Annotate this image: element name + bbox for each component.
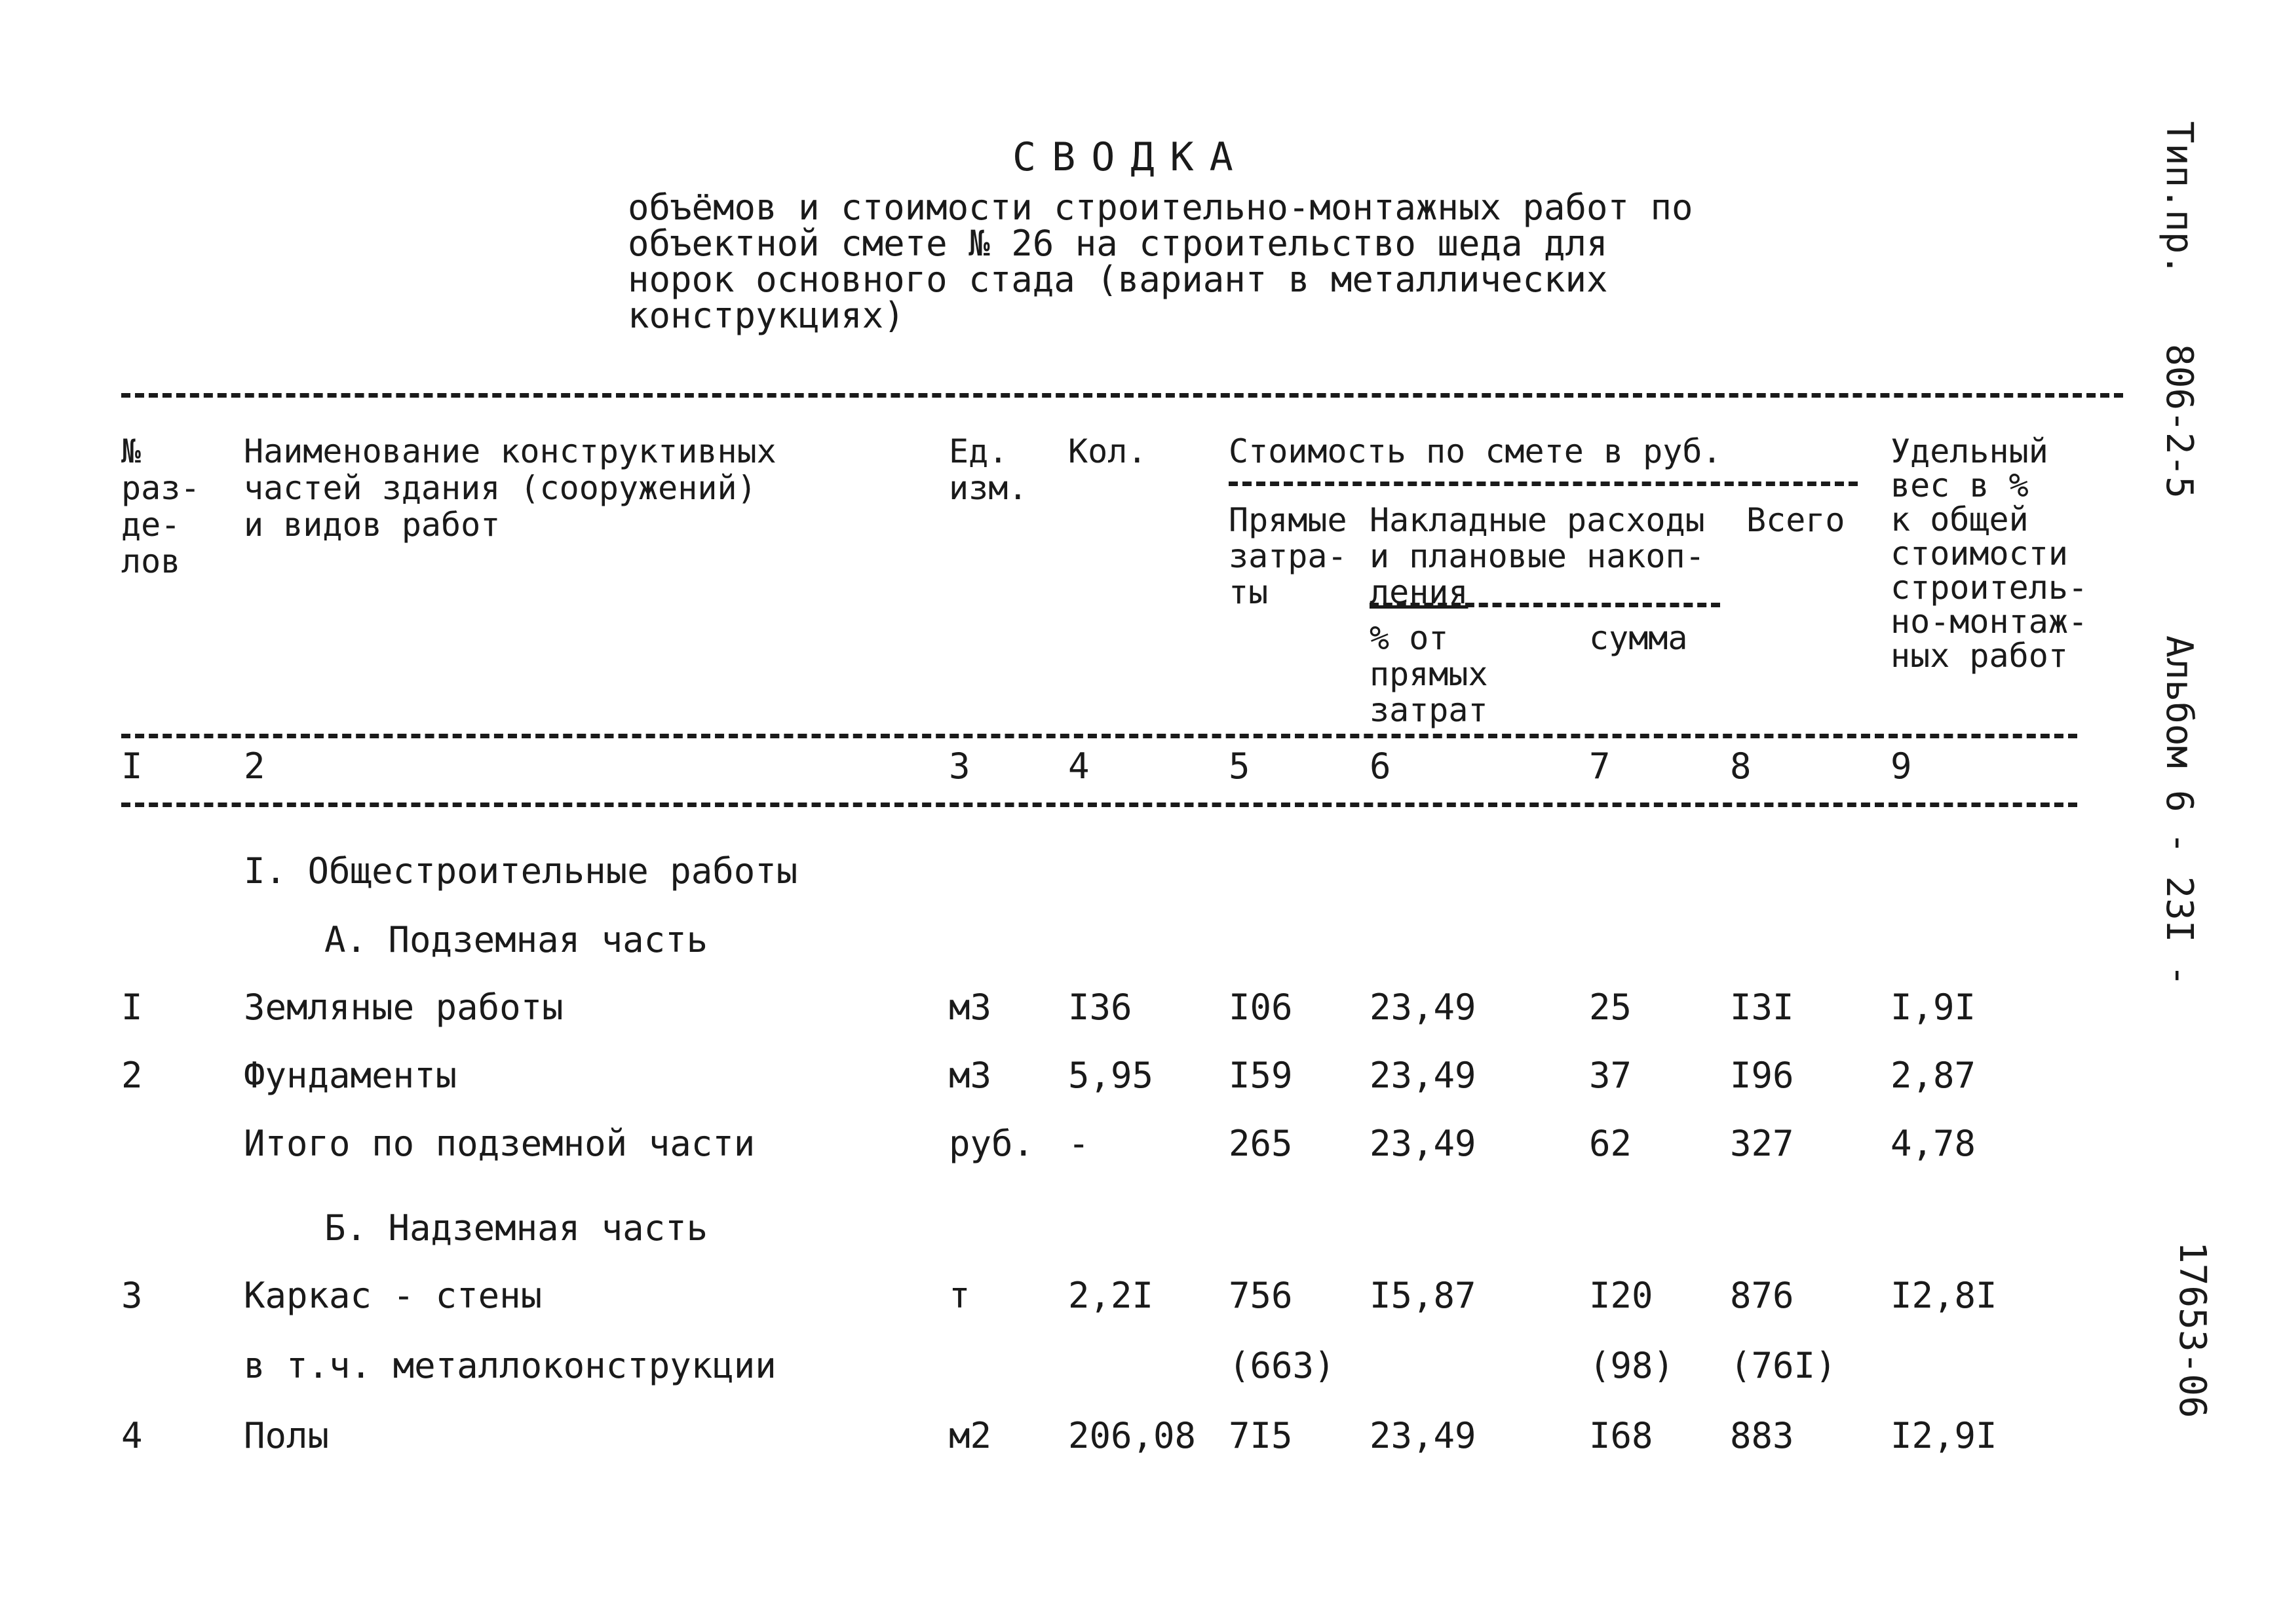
side-inventory-number: 17653-06 xyxy=(2171,1241,2214,1418)
col-number: 2 xyxy=(244,746,265,787)
header-section-no: де- xyxy=(121,506,181,544)
header-quantity: Кол. xyxy=(1068,432,1147,470)
row-pct: 23,49 xyxy=(1370,1123,1476,1164)
row-direct: 756 xyxy=(1229,1275,1293,1316)
document-title: СВОДКА xyxy=(1012,134,1249,180)
subtitle-line: норок основного стада (вариант в металлических xyxy=(628,259,1608,300)
header-percent: % от xyxy=(1370,619,1449,657)
row-name-sub: в т.ч. металлоконструкции xyxy=(244,1345,777,1386)
header-share: вес в % xyxy=(1890,466,2029,504)
header-total: Всего xyxy=(1746,501,1845,539)
row-pct: 23,49 xyxy=(1370,987,1476,1028)
row-name: Фундаменты xyxy=(244,1055,457,1096)
row-sum: I68 xyxy=(1589,1415,1653,1456)
row-qty: 206,08 xyxy=(1068,1415,1197,1456)
row-no: I xyxy=(121,987,143,1028)
row-direct: 265 xyxy=(1229,1123,1293,1164)
row-total: 883 xyxy=(1730,1415,1794,1456)
row-direct: 7I5 xyxy=(1229,1415,1293,1456)
row-share: I2,9I xyxy=(1890,1415,1997,1456)
header-name: частей здания (сооружений) xyxy=(244,469,757,507)
row-direct: (663) xyxy=(1229,1345,1335,1386)
header-overhead: Накладные расходы xyxy=(1370,501,1705,539)
header-share: стоимости xyxy=(1890,535,2068,573)
col-numbers-rule xyxy=(121,803,2077,807)
side-album: Альбом 6 xyxy=(2158,635,2200,812)
row-total: I3I xyxy=(1730,987,1794,1028)
header-overhead: и плановые накоп- xyxy=(1370,537,1705,575)
row-no: 4 xyxy=(121,1415,143,1456)
subtitle-line: конструкциях) xyxy=(628,295,905,336)
subsection-heading: А. Подземная часть xyxy=(324,919,708,960)
col-number: 5 xyxy=(1229,746,1250,787)
row-no: 2 xyxy=(121,1055,143,1096)
row-share: I2,8I xyxy=(1890,1275,1997,1316)
header-unit: изм. xyxy=(949,469,1028,507)
col-number: 9 xyxy=(1890,746,1912,787)
row-sum: (98) xyxy=(1589,1345,1675,1386)
row-share: 2,87 xyxy=(1890,1055,1976,1096)
header-share: Удельный xyxy=(1890,432,2048,470)
header-unit: Ед. xyxy=(949,432,1008,470)
col-number: 3 xyxy=(949,746,970,787)
col-number: 4 xyxy=(1068,746,1090,787)
header-bottom-rule xyxy=(121,734,2077,738)
header-overhead: ления xyxy=(1370,573,1468,611)
row-no: 3 xyxy=(121,1275,143,1316)
header-section-no: лов xyxy=(121,542,181,580)
row-pct: I5,87 xyxy=(1370,1275,1476,1316)
header-sum: сумма xyxy=(1589,619,1688,657)
header-share: к общей xyxy=(1890,500,2029,538)
row-sum: 25 xyxy=(1589,987,1632,1028)
header-section-no: № xyxy=(121,432,142,470)
header-name: Наименование конструктивных xyxy=(244,432,777,470)
side-project-code: 806-2-5 xyxy=(2158,344,2200,499)
header-share: строитель- xyxy=(1890,569,2088,607)
header-direct: затра- xyxy=(1229,537,1347,575)
row-qty: 5,95 xyxy=(1068,1055,1154,1096)
row-sum: 37 xyxy=(1589,1055,1632,1096)
row-share: 4,78 xyxy=(1890,1123,1976,1164)
row-direct: I59 xyxy=(1229,1055,1293,1096)
header-cost-group: Стоимость по смете в руб. xyxy=(1229,432,1722,470)
subtitle-line: объектной смете № 26 на строительство шеда для xyxy=(628,223,1608,264)
subtotal-name: Итого по подземной части xyxy=(244,1123,756,1164)
row-unit: м3 xyxy=(949,987,992,1028)
col-number: 7 xyxy=(1589,746,1611,787)
row-sum: 62 xyxy=(1589,1123,1632,1164)
row-total: 876 xyxy=(1730,1275,1794,1316)
col-number: 6 xyxy=(1370,746,1391,787)
row-name: Полы xyxy=(244,1415,330,1456)
header-direct: ты xyxy=(1229,573,1269,611)
header-share: ных работ xyxy=(1890,637,2068,675)
header-section-no: раз- xyxy=(121,469,201,507)
row-share: I,9I xyxy=(1890,987,1976,1028)
row-qty: 2,2I xyxy=(1068,1275,1154,1316)
col-number: 8 xyxy=(1730,746,1752,787)
row-unit: руб. xyxy=(949,1123,1035,1164)
row-qty: I36 xyxy=(1068,987,1132,1028)
header-percent: затрат xyxy=(1370,691,1488,729)
section-heading: I. Общестроительные работы xyxy=(244,850,798,892)
row-total: (76I) xyxy=(1730,1345,1837,1386)
row-pct: 23,49 xyxy=(1370,1415,1476,1456)
row-total: I96 xyxy=(1730,1055,1794,1096)
subsection-heading: Б. Надземная часть xyxy=(324,1207,708,1249)
row-qty: - xyxy=(1068,1123,1090,1164)
header-name: и видов работ xyxy=(244,506,501,544)
side-page-number: - 23I - xyxy=(2158,832,2200,987)
row-pct: 23,49 xyxy=(1370,1055,1476,1096)
header-percent: прямых xyxy=(1370,655,1488,693)
col-number: I xyxy=(121,746,143,787)
table-top-rule xyxy=(121,393,2123,398)
row-unit: м2 xyxy=(949,1415,992,1456)
subtitle-line: объёмов и стоимости строительно-монтажных работ по xyxy=(628,187,1693,228)
row-unit: м3 xyxy=(949,1055,992,1096)
header-direct: Прямые xyxy=(1229,501,1347,539)
row-direct: I06 xyxy=(1229,987,1293,1028)
cost-group-rule xyxy=(1229,482,1858,486)
row-unit: т xyxy=(949,1275,970,1316)
side-project-label: Тип.пр. xyxy=(2158,121,2200,276)
header-share: но-монтаж- xyxy=(1890,603,2088,641)
row-name: Земляные работы xyxy=(244,987,564,1028)
row-name: Каркас - стены xyxy=(244,1275,543,1316)
row-sum: I20 xyxy=(1589,1275,1653,1316)
row-total: 327 xyxy=(1730,1123,1794,1164)
